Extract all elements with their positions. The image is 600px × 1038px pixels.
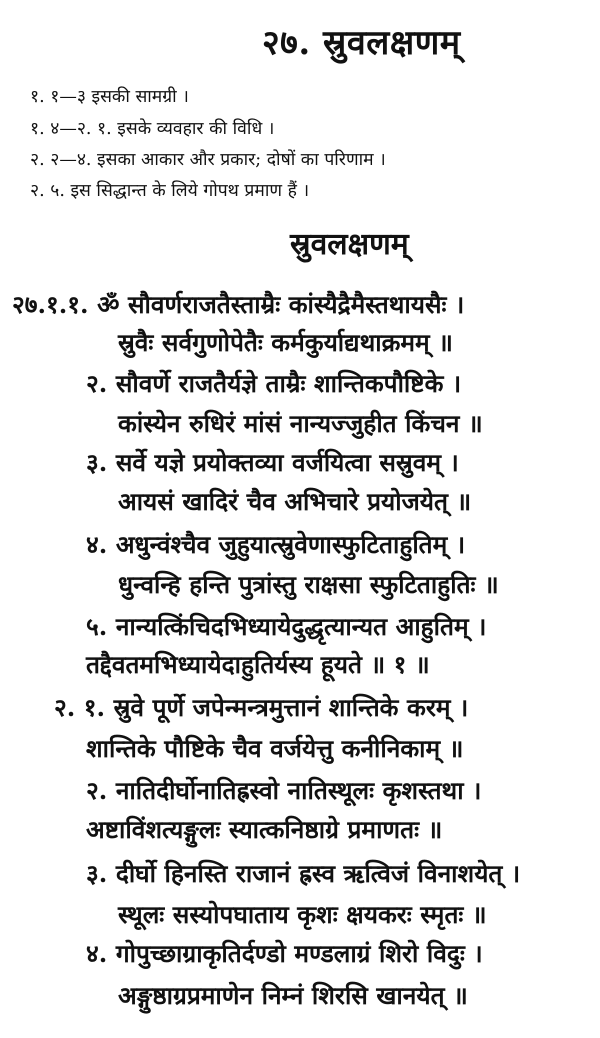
verse-text: दीर्घो हिनस्ति राजानं ह्रस्व ऋत्विजं विनाशयेत् । xyxy=(115,859,521,888)
verse-line xyxy=(118,407,483,440)
verse-line xyxy=(86,774,481,807)
verse-number: २. १. xyxy=(54,693,106,722)
chapter-title: २७. स्रुवलक्षणम् xyxy=(262,23,461,63)
verse-line xyxy=(86,367,461,400)
verse-number: ४. xyxy=(86,939,108,968)
summary-line: १. १—३ इसकी सामग्री । xyxy=(30,87,189,107)
verse-text: धुन्वन्हि हन्ति पुत्रांस्तु राक्षसा स्फुटिताहुतिः ॥ xyxy=(118,570,499,599)
verse-line xyxy=(86,446,459,479)
verse-line xyxy=(86,937,483,970)
verse-line xyxy=(118,485,471,518)
summary-line: २. ५. इस सिद्धान्त के लिये गोपथ प्रमाण हैं । xyxy=(30,181,310,201)
verse-text: शान्तिके पौष्टिके चैव वर्जयेत्तु कनीनिकाम् ॥ xyxy=(86,734,464,763)
summary-line: १. ४—२. १. इसके व्यवहार की विधि । xyxy=(30,119,275,139)
verse-text: तद्दैवतमभिध्यायेदाहुतिर्यस्य हूयते ॥ १ ॥ xyxy=(86,650,430,679)
verse-number: ३. xyxy=(86,859,108,888)
verse-text: स्थूलः सस्योपघाताय कृशः क्षयकरः स्मृतः ॥ xyxy=(118,900,487,929)
verse-number: २. xyxy=(86,776,108,805)
verse-text: सौवर्णे राजतैर्यज्ञे ताम्रैः शान्तिकपौष्टिके । xyxy=(115,369,462,398)
verse-text: सर्वे यज्ञे प्रयोक्तव्या वर्जयित्वा सस्रुवम् । xyxy=(115,448,459,477)
verse-number: ४. xyxy=(86,530,108,559)
verse-number: ५. xyxy=(86,612,108,641)
verse-text: गोपुच्छाग्राकृतिर्दण्डो मण्डलाग्रं शिरो विदुः । xyxy=(115,939,483,968)
verse-line xyxy=(54,691,468,724)
verse-line xyxy=(118,898,487,931)
verse-number: ३. xyxy=(86,448,108,477)
verse-text: ॐ सौवर्णराजतैस्ताम्रैः कांस्यैद्रैमैस्तथायसैः । xyxy=(97,290,465,319)
summary-line: २. २—४. इसका आकार और प्रकार; दोषों का परिणाम । xyxy=(30,150,386,170)
verse-line xyxy=(12,288,464,321)
verse-line xyxy=(86,813,442,846)
section-heading: स्रुवलक्षणम् xyxy=(290,227,409,262)
verse-text: नातिदीर्घोनातिह्रस्वो नातिस्थूलः कृशस्तथा । xyxy=(115,776,482,805)
verse-text: कांस्येन रुधिरं मांसं नान्यज्जुहीत किंचन ॥ xyxy=(118,409,483,438)
verse-line xyxy=(86,610,486,643)
verse-text: स्रुवैः सर्वगुणोपेतैः कर्मकुर्याद्यथाक्रमम् ॥ xyxy=(118,328,453,357)
verse-line xyxy=(86,857,520,890)
verse-line xyxy=(118,326,453,359)
verse-text: स्रुवे पूर्णे जपेन्मन्त्रमुत्तानं शान्तिके करम् । xyxy=(113,693,469,722)
verse-text: अष्टाविंशत्यङ्गुलः स्यात्कनिष्ठाग्रे प्रमाणतः ॥ xyxy=(86,815,443,844)
verse-line xyxy=(86,528,465,561)
verse-line xyxy=(118,979,468,1012)
verse-line xyxy=(118,568,499,601)
verse-text: अधुन्वंश्चैव जुहुयात्स्रुवेणास्फुटिताहुतिम् । xyxy=(115,530,466,559)
verse-line xyxy=(86,648,430,681)
verse-text: नान्यत्किंचिदभिध्यायेदुद्धृत्यान्यत आहुतिम् । xyxy=(115,612,487,641)
verse-line xyxy=(86,732,463,765)
verse-text: आयसं खादिरं चैव अभिचारे प्रयोजयेत् ॥ xyxy=(118,487,472,516)
verse-number: २. xyxy=(86,369,108,398)
verse-text: अङ्गुष्ठाग्रप्रमाणेन निम्नं शिरसि खानयेत् ॥ xyxy=(118,981,468,1010)
verse-number: २७.१.१. xyxy=(12,290,89,319)
